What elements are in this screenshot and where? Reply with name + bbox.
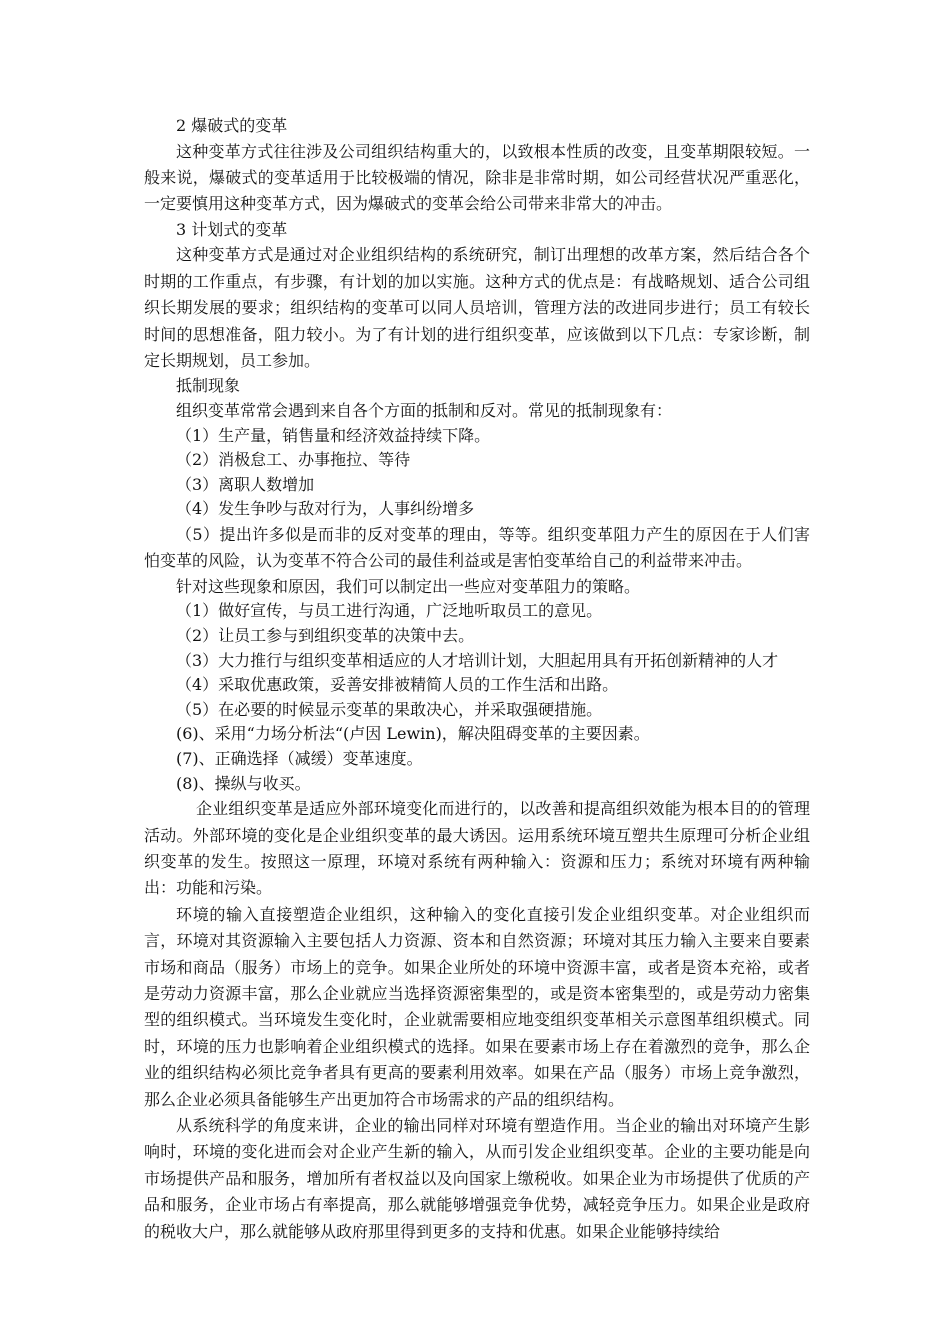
resistance-item: （4）发生争吵与敌对行为，人事纠纷增多 (176, 499, 475, 519)
body-paragraph: 从系统科学的角度来讲，企业的输出同样对环境有塑造作用。当企业的输出对环境产生影响时，环境的变化进而会对企业产生新的输入，从而引发企业组织变革。企业的主要功能是向市场提供产品和服务，增加所有者权益以及向国家上缴税收。如果企业为市场提供了优质的产品和服务，企业市场占有率提高，那么就能够增强竞争优势，减轻竞争压力。如果企业是政府的税收大户，那么就能够从政府那里得到更多的支持和优惠。如果企业能够持续给 (144, 1116, 810, 1241)
body-paragraph: 环境的输入直接塑造企业组织，这种输入的变化直接引发企业组织变革。对企业组织而言，环境对其资源输入主要包括人力资源、资本和自然资源；环境对其压力输入主要来自要素市场和商品（服务）市场上的竞争。如果企业所处的环境中资源丰富，或者是资本充裕，或者是劳动力资源丰富，那么企业就应当选择资源密集型的，或是资本密集型的，或是劳动力密集型的组织模式。当环境发生变化时，企业就需要相应地变组织变革相关示意图革组织模式。同时，环境的压力也影响着企业组织模式的选择。如果在要素市场上存在着激烈的竞争，那么企业的组织结构必须比竞争者具有更高的要素利用效率。如果在产品（服务）市场上竞争激烈，那么企业必须具备能够生产出更加符合市场需求的产品的组织结构。 (144, 904, 810, 1109)
strategy-item: (7)、正确选择（减缓）变革速度。 (176, 748, 423, 768)
strategy-intro: 针对这些现象和原因，我们可以制定出一些应对变革阻力的策略。 (176, 576, 641, 596)
strategy-item: （4）采取优惠政策，妥善安排被精简人员的工作生活和出路。 (176, 675, 619, 695)
document-page (144, 114, 810, 1245)
section-body-explosive: 这种变革方式往往涉及公司组织结构重大的，以致根本性质的改变，且变革期限较短。一般来说，爆破式的变革适用于比较极端的情况，除非是非常时期，如公司经营状况严重恶化，一定要慎用这种变革方式，因为爆破式的变革会给公司带来非常大的冲击。 (144, 141, 810, 214)
section-body-planned: 这种变革方式是通过对企业组织结构的系统研究，制订出理想的改革方案，然后结合各个时期的工作重点，有步骤，有计划的加以实施。这种方式的优点是：有战略规划、适合公司组织长期发展的要求；组织结构的变革可以同人员培训，管理方法的改进同步进行；员工有较长时间的思想准备，阻力较小。为了有计划的进行组织变革，应该做到以下几点：专家诊断，制定长期规划，员工参加。 (144, 245, 810, 371)
resistance-item: （1）生产量，销售量和经济效益持续下降。 (176, 425, 491, 445)
strategy-item: （1）做好宣传，与员工进行沟通，广泛地听取员工的意见。 (176, 601, 603, 621)
resistance-item: （3）离职人数增加 (176, 474, 315, 494)
strategy-item: (6)、采用“力场分析法“(卢因 Lewin)，解决阻碍变革的主要因素。 (176, 724, 650, 744)
strategy-item: (8)、操纵与收买。 (176, 773, 311, 793)
section-heading-explosive: 2 爆破式的变革 (176, 116, 288, 135)
strategy-item: （3）大力推行与组织变革相适应的人才培训计划，大胆起用具有开拓创新精神的人才 (176, 650, 779, 670)
resistance-item: （2）消极怠工、办事拖拉、等待 (176, 450, 411, 470)
resistance-intro: 组织变革常常会遇到来自各个方面的抵制和反对。常见的抵制现象有： (176, 401, 673, 421)
section-heading-resistance: 抵制现象 (176, 376, 241, 396)
strategy-item: （5）在必要的时候显示变革的果敢决心，并采取强硬措施。 (176, 699, 603, 719)
body-paragraph: 企业组织变革是适应外部环境变化而进行的，以改善和提高组织效能为根本目的的管理活动。外部环境的变化是企业组织变革的最大诱因。运用系统环境互塑共生原理可分析企业组织变革的发生。按照这一原理，环境对系统有两种输入：资源和压力；系统对环境有两种输出：功能和污染。 (144, 799, 810, 898)
section-heading-planned: 3 计划式的变革 (176, 219, 288, 239)
strategy-item: （2）让员工参与到组织变革的决策中去。 (176, 626, 475, 645)
resistance-item: （5）提出许多似是而非的反对变革的理由，等等。组织变革阻力产生的原因在于人们害怕变革的风险，认为变革不符合公司的最佳利益或是害怕变革给自己的利益带来冲击。 (144, 525, 810, 571)
